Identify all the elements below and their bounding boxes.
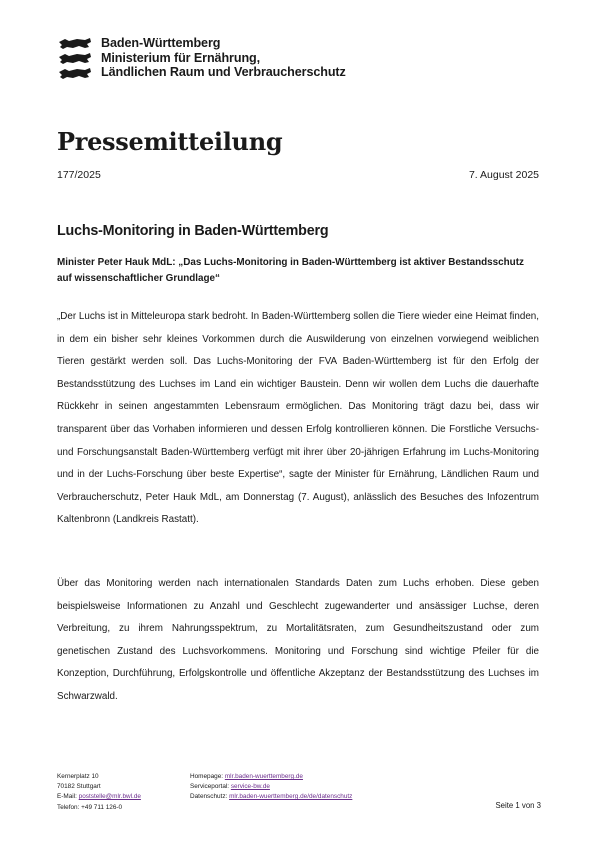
- document-title: Pressemitteilung: [57, 127, 283, 156]
- footer-links: [190, 772, 352, 803]
- body-paragraph-2: Über das Monitoring werden nach internationalen Standards Daten zum Luchs erhoben. Diese geben beispielsweise Informationen zu Anzahl und Geschlecht zugewanderter und ansässiger Luchse, deren Verbreitung, zu ihrem Nahrungsspektrum, zu Mortalitätsraten, zum Gesundheitszustand oder zum genetischen Zustand des Luchsvorkommens. Monitoring und Forschung sind wichtige Pfeiler für die Konzeption, Durchführung, Erfolgskontrolle und öffentliche Akzeptanz der Bestandsstützung des Luchses im Schwarzwald.: [57, 578, 539, 702]
- three-lions-icon: [57, 36, 93, 81]
- ministry-name: [101, 36, 346, 80]
- footer-email-label: E-Mail:: [57, 793, 79, 801]
- press-release-date: 7. August 2025: [468, 169, 539, 181]
- footer-email-link[interactable]: poststelle@mlr.bwl.de: [78, 793, 141, 801]
- footer-serviceportal-link[interactable]: service-bw.de: [230, 783, 270, 791]
- logo-line-1: Baden-Württemberg: [101, 36, 221, 50]
- footer-serviceportal-label: Serviceportal:: [190, 783, 231, 791]
- footer-phone: Telefon: +49 711 126-0: [57, 803, 123, 811]
- subheadline: Minister Peter Hauk MdL: „Das Luchs-Monitoring in Baden-Württemberg ist aktiver Bestandsschutz auf wissenschaftlicher Grundlage“: [57, 257, 524, 284]
- footer-privacy-label: Datenschutz:: [190, 793, 230, 801]
- footer-email: [57, 792, 141, 802]
- footer-homepage-label: Homepage:: [190, 773, 225, 780]
- body-paragraph-1: „Der Luchs ist in Mitteleuropa stark bedroht. In Baden-Württemberg sollen die Tiere wieder eine Heimat finden, in dem ein bisher sehr kleines Vorkommen durch die Auswilderung von einzelnen vorwiegend weiblichen Tieren gestärkt werden soll. Das Luchs-Monitoring der FVA Baden-Württemberg ist für den Erfolg der Bestandsstützung des Luchses im Land ein wichtiger Baustein. Denn wir wollen dem Luchs die dauerhafte Rückkehr in seinen angestammten Lebensraum ermöglichen. Das Monitoring trägt dazu bei, dass wir transparent über das Vorhaben informieren und dessen Erfolg kontrollieren können. Die Forstliche Versuchs- und Forschungsanstalt Baden-Württemberg verfügt mit ihrer über 20-jährigen Erfahrung im Luchs-Monitoring und in der Luchs-Forschung über beste Expertise“, sagte der Minister für Ernährung, Ländlichen Raum und Verbraucherschutz, Peter Hauk MdL, am Donnerstag (7. August), anlässlich des Besuches des Infozentrum Kaltenbronn (Landkreis Rastatt).: [57, 311, 539, 526]
- footer-serviceportal: [190, 782, 352, 792]
- logo-line-2: Ministerium für Ernährung,: [101, 50, 261, 65]
- footer-homepage-link[interactable]: mlr.baden-wuerttemberg.de: [224, 773, 303, 780]
- ministry-logo: [57, 36, 346, 81]
- footer-privacy-link[interactable]: mlr.baden-wuerttemberg.de/de/datenschutz: [229, 793, 353, 801]
- footer-city: 70182 Stuttgart: [57, 783, 101, 791]
- press-release-number: 177/2025: [57, 169, 101, 181]
- footer-homepage: [190, 772, 352, 782]
- logo-line-3: Ländlichen Raum und Verbraucherschutz: [101, 65, 346, 80]
- footer-privacy: [190, 792, 352, 802]
- page-number: Seite 1 von 3: [495, 801, 541, 810]
- headline: Luchs-Monitoring in Baden-Württemberg: [57, 223, 329, 239]
- footer-street: Kernerplatz 10: [57, 773, 99, 780]
- footer-address: [57, 772, 141, 813]
